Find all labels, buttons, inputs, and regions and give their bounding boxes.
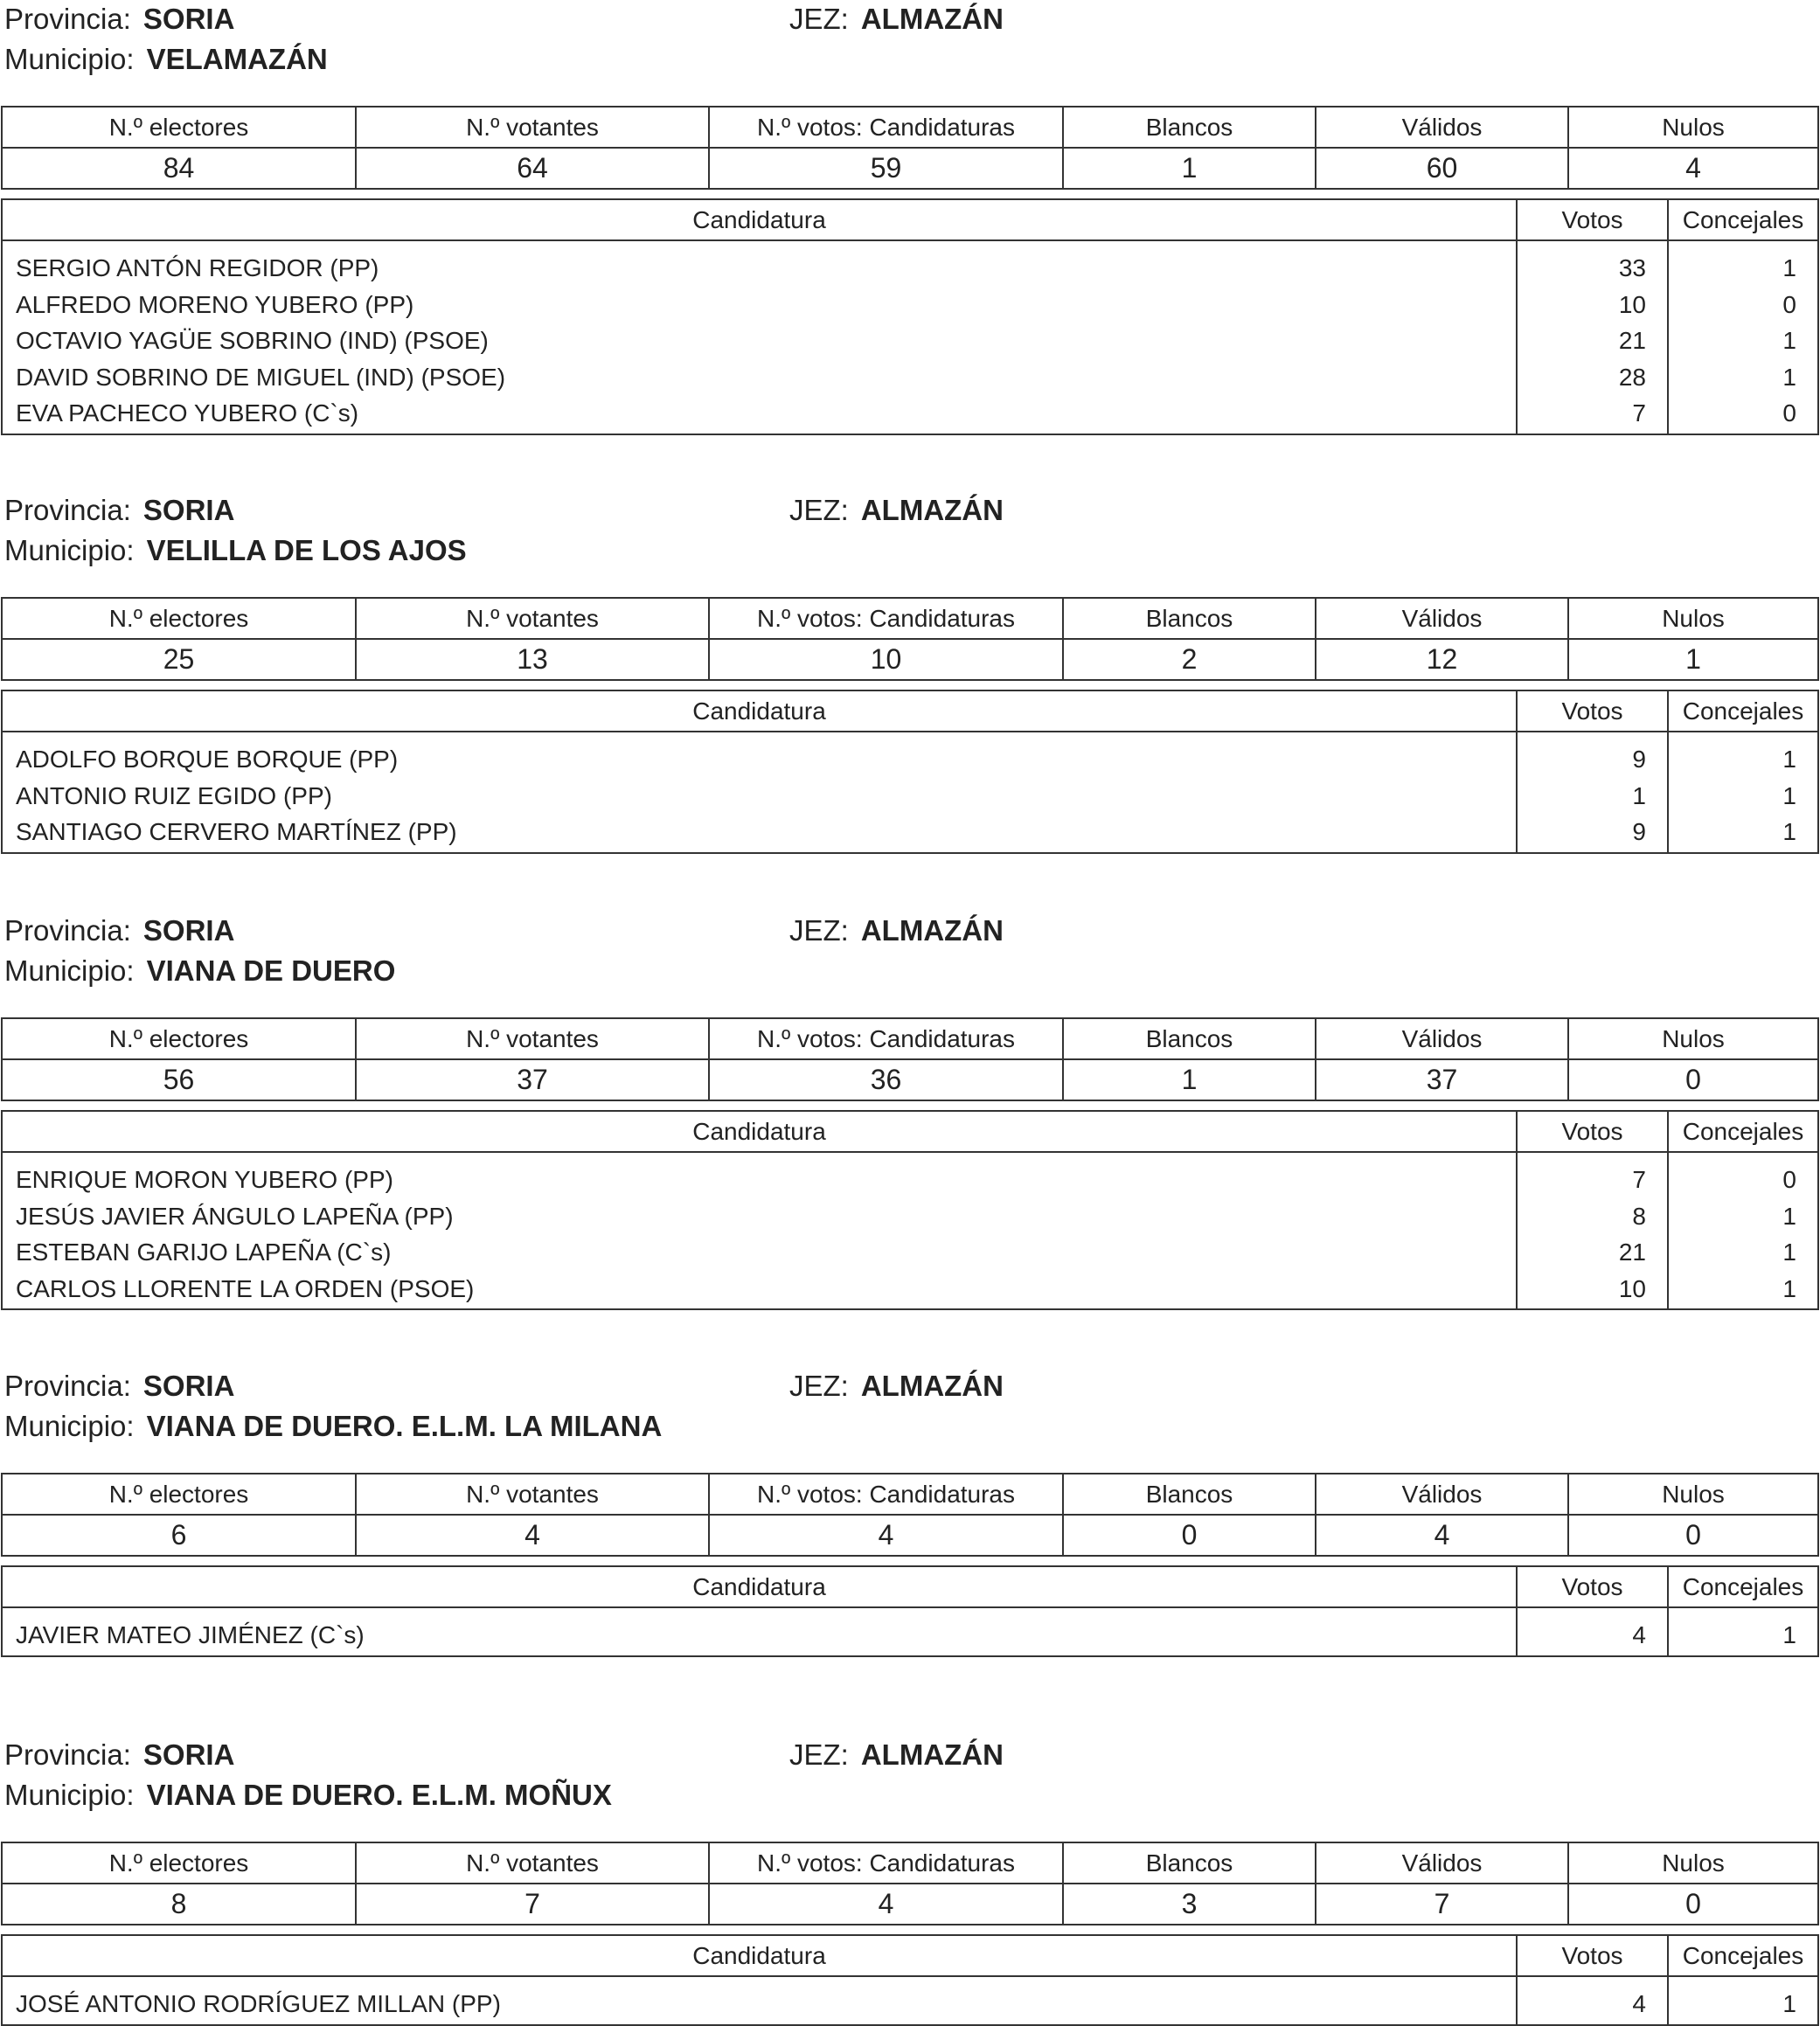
municipio-label: Municipio:: [4, 534, 135, 566]
candidate-councillors: 0: [1782, 1166, 1796, 1193]
candidate-name: ENRIQUE MORON YUBERO (PP): [16, 1166, 393, 1193]
stats-header-votos_cand: N.º votos: Candidaturas: [709, 107, 1063, 148]
stats-header-votos_cand: N.º votos: Candidaturas: [709, 1842, 1063, 1884]
candidate-name: ALFREDO MORENO YUBERO (PP): [16, 290, 414, 318]
stats-value-blancos: 2: [1063, 639, 1316, 680]
stats-value-nulos: 1: [1568, 639, 1818, 680]
stats-header-blancos: Blancos: [1063, 107, 1316, 148]
stats-header-votantes: N.º votantes: [356, 1018, 709, 1059]
candidatura-header: Candidatura: [2, 1111, 1517, 1152]
candidate-name: JOSÉ ANTONIO RODRÍGUEZ MILLAN (PP): [16, 1990, 501, 2017]
jez-value: ALMAZÁN: [860, 1738, 1004, 1771]
candidate-votes: 9: [1632, 746, 1646, 773]
candidate-councillors: 1: [1782, 327, 1796, 354]
stats-value-votantes: 4: [356, 1515, 709, 1556]
candidate-councillors: 1: [1782, 363, 1796, 391]
municipio-value: VIANA DE DUERO: [146, 954, 396, 987]
municipio-row: [4, 1778, 612, 1813]
jez-label: JEZ:: [789, 1738, 849, 1771]
stats-value-nulos: 0: [1568, 1059, 1818, 1100]
stats-header-electores: N.º electores: [2, 107, 356, 148]
provincia-value: SORIA: [142, 1370, 235, 1402]
stats-value-validos: 12: [1316, 639, 1568, 680]
stats-value-electores: 84: [2, 148, 356, 189]
votos-header: Votos: [1517, 1935, 1668, 1976]
provincia-row: [4, 1738, 234, 1773]
candidate-votes: 21: [1618, 327, 1646, 354]
provincia-label: Provincia:: [4, 914, 131, 947]
stats-header-votantes: N.º votantes: [356, 1474, 709, 1515]
stats-header-votos_cand: N.º votos: Candidaturas: [709, 598, 1063, 639]
candidate-councillors: 1: [1782, 781, 1796, 809]
concejales-header: Concejales: [1668, 199, 1818, 240]
candidate-votes-cell: [1517, 240, 1668, 434]
stats-header-validos: Válidos: [1316, 1018, 1568, 1059]
provincia-label: Provincia:: [4, 1370, 131, 1402]
candidate-votes: 10: [1618, 1274, 1646, 1302]
candidate-votes-cell: [1517, 1976, 1668, 2025]
concejales-header: Concejales: [1668, 1566, 1818, 1607]
candidates-table: [1, 198, 1819, 435]
candidate-votes: 33: [1618, 254, 1646, 281]
municipio-value: VIANA DE DUERO. E.L.M. MOÑUX: [146, 1779, 612, 1811]
candidate-name: JAVIER MATEO JIMÉNEZ (C`s): [16, 1621, 365, 1648]
jez-row: [789, 2, 1004, 37]
candidate-councillors: 1: [1782, 1990, 1796, 2017]
stats-header-votantes: N.º votantes: [356, 107, 709, 148]
candidate-councillors-cell: [1668, 1976, 1818, 2025]
votos-header: Votos: [1517, 199, 1668, 240]
jez-label: JEZ:: [789, 494, 849, 526]
stats-value-votos_cand: 10: [709, 639, 1063, 680]
stats-header-blancos: Blancos: [1063, 1018, 1316, 1059]
votos-header: Votos: [1517, 690, 1668, 732]
candidate-names-cell: [2, 1976, 1517, 2025]
stats-value-votos_cand: 36: [709, 1059, 1063, 1100]
provincia-value: SORIA: [142, 494, 235, 526]
provincia-value: SORIA: [142, 1738, 235, 1771]
stats-value-votantes: 64: [356, 148, 709, 189]
stats-value-electores: 25: [2, 639, 356, 680]
candidate-name: SANTIAGO CERVERO MARTÍNEZ (PP): [16, 818, 457, 845]
stats-value-votos_cand: 59: [709, 148, 1063, 189]
stats-header-votos_cand: N.º votos: Candidaturas: [709, 1018, 1063, 1059]
stats-header-electores: N.º electores: [2, 1018, 356, 1059]
jez-value: ALMAZÁN: [860, 914, 1004, 947]
candidatura-header: Candidatura: [2, 1566, 1517, 1607]
stats-value-votos_cand: 4: [709, 1515, 1063, 1556]
municipio-value: VELAMAZÁN: [146, 43, 328, 75]
municipio-row: [4, 1409, 662, 1444]
candidate-councillors: 1: [1782, 746, 1796, 773]
stats-value-blancos: 1: [1063, 1059, 1316, 1100]
jez-row: [789, 913, 1004, 948]
candidate-name: ANTONIO RUIZ EGIDO (PP): [16, 781, 332, 809]
stats-table: [1, 106, 1819, 190]
jez-label: JEZ:: [789, 914, 849, 947]
stats-header-validos: Válidos: [1316, 1842, 1568, 1884]
candidates-table: [1, 1110, 1819, 1310]
candidate-councillors: 1: [1782, 1238, 1796, 1266]
jez-row: [789, 1738, 1004, 1773]
candidate-councillors-cell: [1668, 240, 1818, 434]
stats-value-votantes: 7: [356, 1884, 709, 1925]
candidate-councillors: 1: [1782, 818, 1796, 845]
stats-table: [1, 597, 1819, 681]
candidate-councillors: 0: [1782, 399, 1796, 427]
candidatura-header: Candidatura: [2, 690, 1517, 732]
stats-value-electores: 6: [2, 1515, 356, 1556]
municipio-label: Municipio:: [4, 43, 135, 75]
candidate-votes: 7: [1632, 399, 1646, 427]
candidate-votes: 10: [1618, 290, 1646, 318]
stats-value-blancos: 0: [1063, 1515, 1316, 1556]
stats-header-electores: N.º electores: [2, 1474, 356, 1515]
stats-header-nulos: Nulos: [1568, 107, 1818, 148]
candidate-councillors-cell: [1668, 1152, 1818, 1309]
provincia-label: Provincia:: [4, 494, 131, 526]
stats-table: [1, 1842, 1819, 1925]
stats-header-electores: N.º electores: [2, 1842, 356, 1884]
stats-header-electores: N.º electores: [2, 598, 356, 639]
candidate-votes-cell: [1517, 1607, 1668, 1656]
candidate-votes: 9: [1632, 818, 1646, 845]
candidate-councillors: 1: [1782, 1202, 1796, 1230]
candidate-name: ADOLFO BORQUE BORQUE (PP): [16, 746, 399, 773]
stats-header-blancos: Blancos: [1063, 1842, 1316, 1884]
candidate-votes: 8: [1632, 1202, 1646, 1230]
candidate-name: CARLOS LLORENTE LA ORDEN (PSOE): [16, 1274, 475, 1302]
jez-row: [789, 493, 1004, 528]
candidatura-header: Candidatura: [2, 1935, 1517, 1976]
candidates-table: [1, 1565, 1819, 1657]
stats-header-votantes: N.º votantes: [356, 598, 709, 639]
candidate-votes: 21: [1618, 1238, 1646, 1266]
candidate-names-cell: [2, 240, 1517, 434]
stats-header-votantes: N.º votantes: [356, 1842, 709, 1884]
jez-value: ALMAZÁN: [860, 3, 1004, 35]
provincia-row: [4, 2, 234, 37]
stats-header-nulos: Nulos: [1568, 598, 1818, 639]
provincia-label: Provincia:: [4, 1738, 131, 1771]
votos-header: Votos: [1517, 1111, 1668, 1152]
candidate-name: ESTEBAN GARIJO LAPEÑA (C`s): [16, 1238, 392, 1266]
candidate-names-cell: [2, 732, 1517, 853]
stats-header-validos: Válidos: [1316, 598, 1568, 639]
stats-header-validos: Válidos: [1316, 1474, 1568, 1515]
candidatura-header: Candidatura: [2, 199, 1517, 240]
jez-row: [789, 1369, 1004, 1404]
stats-table: [1, 1017, 1819, 1101]
stats-header-blancos: Blancos: [1063, 1474, 1316, 1515]
jez-label: JEZ:: [789, 1370, 849, 1402]
jez-value: ALMAZÁN: [860, 494, 1004, 526]
provincia-row: [4, 493, 234, 528]
candidate-votes: 4: [1632, 1621, 1646, 1648]
candidate-votes: 7: [1632, 1166, 1646, 1193]
candidate-name: OCTAVIO YAGÜE SOBRINO (IND) (PSOE): [16, 327, 489, 354]
candidates-table: [1, 690, 1819, 854]
candidate-councillors: 1: [1782, 1621, 1796, 1648]
stats-value-votos_cand: 4: [709, 1884, 1063, 1925]
stats-value-electores: 8: [2, 1884, 356, 1925]
jez-label: JEZ:: [789, 3, 849, 35]
candidate-councillors: 0: [1782, 290, 1796, 318]
stats-value-blancos: 3: [1063, 1884, 1316, 1925]
candidates-table: [1, 1934, 1819, 2026]
stats-header-nulos: Nulos: [1568, 1018, 1818, 1059]
stats-value-votantes: 37: [356, 1059, 709, 1100]
stats-header-nulos: Nulos: [1568, 1474, 1818, 1515]
municipio-value: VIANA DE DUERO. E.L.M. LA MILANA: [146, 1410, 663, 1442]
votos-header: Votos: [1517, 1566, 1668, 1607]
candidate-name: EVA PACHECO YUBERO (C`s): [16, 399, 359, 427]
stats-header-validos: Válidos: [1316, 107, 1568, 148]
concejales-header: Concejales: [1668, 1935, 1818, 1976]
jez-value: ALMAZÁN: [860, 1370, 1004, 1402]
stats-header-votos_cand: N.º votos: Candidaturas: [709, 1474, 1063, 1515]
municipio-label: Municipio:: [4, 954, 135, 987]
provincia-value: SORIA: [142, 914, 235, 947]
municipio-value: VELILLA DE LOS AJOS: [146, 534, 467, 566]
stats-value-validos: 37: [1316, 1059, 1568, 1100]
stats-value-blancos: 1: [1063, 148, 1316, 189]
candidate-councillors-cell: [1668, 732, 1818, 853]
candidate-name: JESÚS JAVIER ÁNGULO LAPEÑA (PP): [16, 1202, 454, 1230]
provincia-row: [4, 913, 234, 948]
concejales-header: Concejales: [1668, 1111, 1818, 1152]
provincia-label: Provincia:: [4, 3, 131, 35]
stats-table: [1, 1473, 1819, 1557]
municipio-row: [4, 42, 328, 77]
candidate-councillors: 1: [1782, 1274, 1796, 1302]
candidate-names-cell: [2, 1152, 1517, 1309]
municipio-row: [4, 533, 467, 568]
provincia-value: SORIA: [142, 3, 235, 35]
stats-header-blancos: Blancos: [1063, 598, 1316, 639]
stats-value-nulos: 0: [1568, 1884, 1818, 1925]
candidate-councillors-cell: [1668, 1607, 1818, 1656]
candidate-votes: 4: [1632, 1990, 1646, 2017]
stats-value-nulos: 4: [1568, 148, 1818, 189]
stats-value-electores: 56: [2, 1059, 356, 1100]
candidate-names-cell: [2, 1607, 1517, 1656]
municipio-row: [4, 954, 395, 989]
stats-value-nulos: 0: [1568, 1515, 1818, 1556]
candidate-votes: 28: [1618, 363, 1646, 391]
stats-value-validos: 4: [1316, 1515, 1568, 1556]
concejales-header: Concejales: [1668, 690, 1818, 732]
stats-value-votantes: 13: [356, 639, 709, 680]
candidate-votes-cell: [1517, 732, 1668, 853]
candidate-votes-cell: [1517, 1152, 1668, 1309]
candidate-name: DAVID SOBRINO DE MIGUEL (IND) (PSOE): [16, 363, 506, 391]
provincia-row: [4, 1369, 234, 1404]
candidate-votes: 1: [1632, 781, 1646, 809]
candidate-name: SERGIO ANTÓN REGIDOR (PP): [16, 254, 379, 281]
candidate-councillors: 1: [1782, 254, 1796, 281]
stats-header-nulos: Nulos: [1568, 1842, 1818, 1884]
municipio-label: Municipio:: [4, 1779, 135, 1811]
stats-value-validos: 7: [1316, 1884, 1568, 1925]
municipio-label: Municipio:: [4, 1410, 135, 1442]
stats-value-validos: 60: [1316, 148, 1568, 189]
